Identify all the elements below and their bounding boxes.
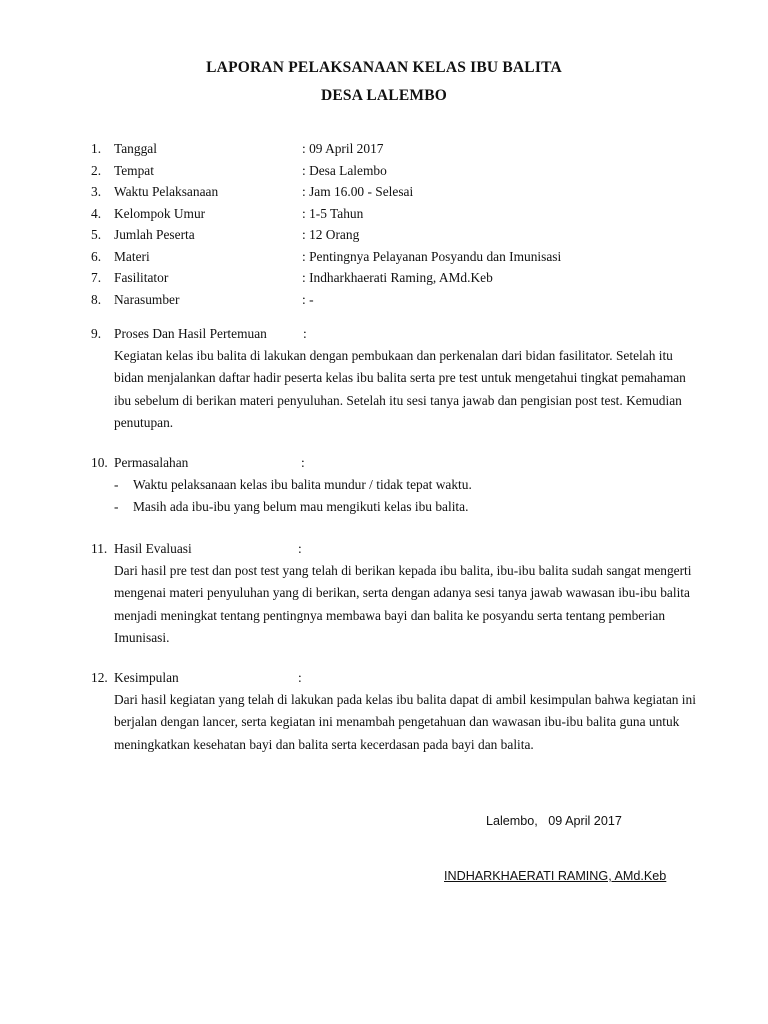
item-number: 4. — [91, 205, 102, 221]
section-paragraph: Kegiatan kelas ibu balita di lakukan dengan pembukaan dan perkenalan dari bidan fasilitator. Setelah itu bidan menjalankan daftar hadir peserta kelas ibu balita serta pre test untuk mengetahui tingkat pemahaman ibu sebelum di berikan materi penyuluhan. Setelah itu sesi tanya jawab dan pengisian post test. Kemudian penutupan. — [114, 348, 686, 430]
item-number: 1. — [91, 141, 102, 156]
section-kesimpulan — [91, 667, 711, 756]
section-heading — [91, 538, 711, 560]
section-heading — [91, 667, 711, 689]
section-label: Kesimpulan — [114, 670, 179, 685]
section-colon: : — [298, 541, 302, 556]
item-number: 3. — [91, 184, 102, 199]
item-label: Fasilitator — [114, 270, 169, 285]
item-label: Narasumber — [114, 291, 180, 307]
signature-place-date: Lalembo, 09 April 2017 — [486, 814, 622, 828]
item-label: Kelompok Umur — [114, 205, 206, 221]
section-colon: : — [303, 326, 307, 341]
section-permasalahan — [91, 452, 711, 518]
item-value: : Jam 16.00 - Selesai — [302, 184, 414, 199]
bullet-dash: - — [114, 499, 119, 514]
info-row-kelompok-umur — [91, 203, 711, 225]
section-proses — [91, 323, 711, 434]
info-row-fasilitator — [91, 267, 711, 289]
section-colon: : — [301, 455, 305, 470]
item-value: : 09 April 2017 — [302, 141, 384, 156]
item-number: 5. — [91, 227, 102, 242]
info-list — [91, 138, 711, 310]
section-heading — [91, 452, 711, 474]
item-label: Jumlah Peserta — [114, 227, 195, 242]
item-number: 8. — [91, 291, 102, 307]
section-paragraph: Dari hasil pre test dan post test yang telah di berikan kepada ibu balita, ibu-ibu balita sudah sangat mengerti mengenai materi penyuluhan yang di berikan, serta dengan adanya sesi tanya jawab wawasan ibu-ibu balita menjadi meningkat tentang pentingnya membawa bayi dan balita ke posyandu serta tentang pemberian Imunisasi. — [114, 563, 692, 645]
item-value: : 12 Orang — [302, 227, 360, 242]
item-number: 2. — [91, 162, 102, 178]
info-row-waktu — [91, 181, 711, 203]
section-paragraph: Dari hasil kegiatan yang telah di lakukan pada kelas ibu balita dapat di ambil kesimpulan bahwa kegiatan ini berjalan dengan lancer, serta kegiatan ini menambah pengetahuan dan wawasan ibu-ibu balita guna untuk meningkatkan kesehatan bayi dan balita serta kecerdasan pada bayi dan balita. — [114, 692, 696, 752]
info-row-tanggal — [91, 138, 711, 160]
item-label: Tempat — [114, 162, 154, 178]
item-number: 7. — [91, 270, 102, 285]
item-label: Materi — [114, 248, 150, 264]
section-evaluasi — [91, 538, 711, 649]
item-number: 6. — [91, 248, 102, 264]
item-value: : 1-5 Tahun — [302, 205, 364, 221]
info-row-narasumber — [91, 289, 711, 311]
bullet-item — [91, 474, 711, 496]
section-label: Hasil Evaluasi — [114, 541, 192, 556]
bullet-text: Waktu pelaksanaan kelas ibu balita mundur / tidak tepat waktu. — [133, 477, 472, 492]
bullet-item — [91, 496, 711, 518]
info-row-tempat — [91, 160, 711, 182]
report-title: LAPORAN PELAKSANAAN KELAS IBU BALITA — [206, 59, 562, 76]
item-value: : Pentingnya Pelayanan Posyandu dan Imunisasi — [302, 248, 562, 264]
signature-name: INDHARKHAERATI RAMING, AMd.Keb — [444, 869, 667, 883]
info-row-jumlah-peserta — [91, 224, 711, 246]
section-colon: : — [298, 670, 302, 685]
item-label: Tanggal — [114, 141, 157, 156]
section-heading — [91, 323, 711, 345]
section-number: 10. — [91, 455, 108, 470]
bullet-dash: - — [114, 477, 119, 492]
item-value: : Indharkhaerati Raming, AMd.Keb — [302, 270, 493, 285]
item-value: : Desa Lalembo — [302, 162, 387, 178]
info-row-materi — [91, 246, 711, 268]
report-subtitle: DESA LALEMBO — [321, 87, 447, 104]
item-label: Waktu Pelaksanaan — [114, 184, 219, 199]
bullet-text: Masih ada ibu-ibu yang belum mau mengikuti kelas ibu balita. — [133, 499, 469, 514]
section-number: 11. — [91, 541, 108, 556]
section-number: 9. — [91, 326, 102, 341]
item-value: : - — [302, 291, 314, 307]
section-number: 12. — [91, 670, 108, 685]
section-label: Proses Dan Hasil Pertemuan — [114, 326, 267, 341]
section-label: Permasalahan — [114, 455, 189, 470]
